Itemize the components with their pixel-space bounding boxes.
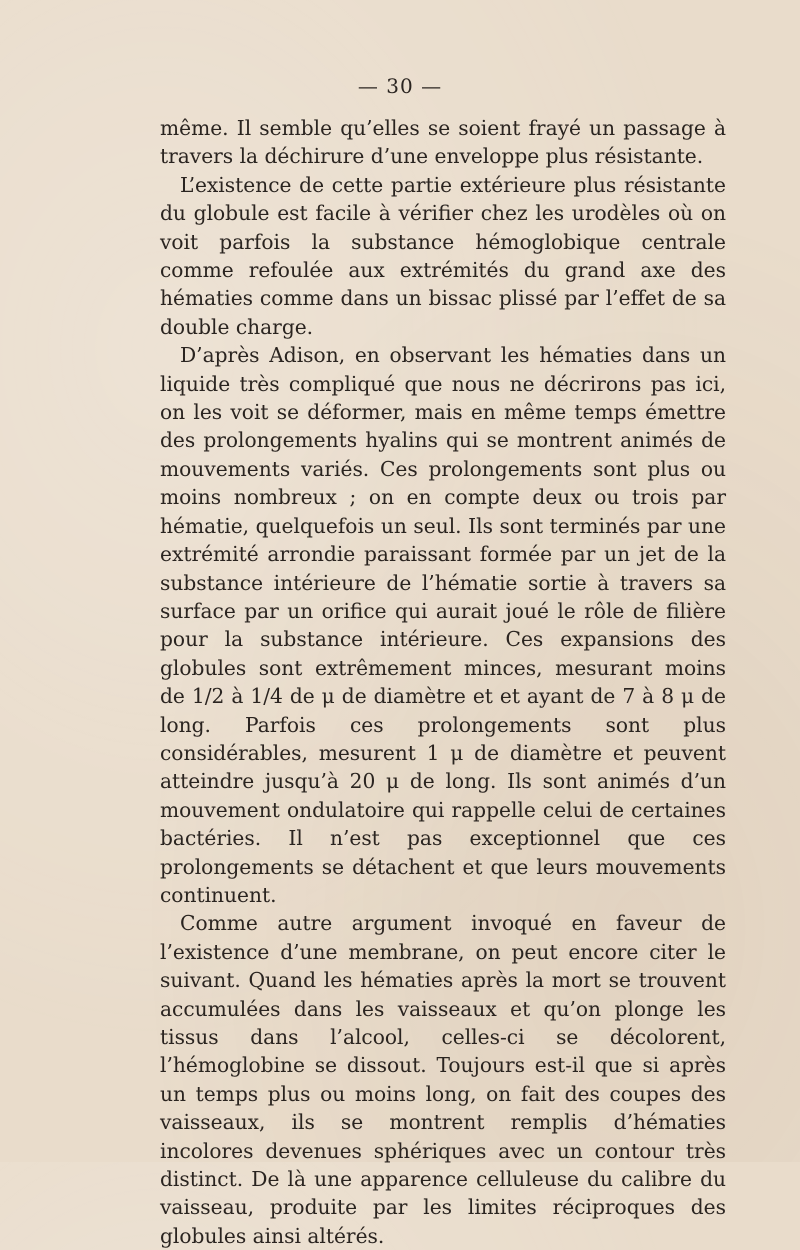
body-text	[160, 114, 726, 1250]
paragraph-1: même. Il semble qu’elles se soient frayé un passage à travers la déchirure d’une enveloppe plus résistante.	[160, 116, 726, 169]
paragraph-4: Comme autre argument invoqué en faveur de l’existence d’une membrane, on peut encore citer le suivant. Quand les hématies après la mort se trouvent accumulées dans les vaisseaux et qu’on plonge les tissus dans l’alcool, celles-ci se décolorent, l’hémoglobine se dissout. Toujours est-il que si après un temps plus ou moins long, on fait des coupes des vaisseaux, ils se montrent remplis d’hématies incolores devenues sphériques avec un contour très distinct. De là une apparence celluleuse du calibre du vaisseau, produite par les limites réciproques des globules ainsi altérés.	[160, 911, 726, 1248]
page-number: — 30 —	[357, 74, 443, 98]
paragraph-2: L’existence de cette partie extérieure plus résistante du globule est facile à vérifier chez les urodèles où on voit parfois la substance hémoglobique centrale comme refoulée aux extrémités du grand axe des hématies comme dans un bissac plissé par l’effet de sa double charge.	[160, 172, 726, 339]
paragraph-3: D’après Adison, en observant les hématies dans un liquide très compliqué que nous ne décrirons pas ici, on les voit se déformer, mais en même temps émettre des prolongements hyalins qui se montrent animés de mouvements variés. Ces prolongements sont plus ou moins nombreux ; on en compte deux ou trois par hématie, quelquefois un seul. Ils sont terminés par une extrémité arrondie paraissant formée par un jet de la substance intérieure de l’hématie sortie à travers sa surface par un orifice qui aurait joué le rôle de filière pour la substance intérieure. Ces expansions des globules sont extrêmement minces, mesurant moins de 1/2 à 1/4 de μ de diamètre et et ayant de 7 à 8 μ de long. Parfois ces prolongements sont plus considérables, mesurent 1 μ de diamètre et peuvent atteindre jusqu’à 20 μ de long. Ils sont animés d’un mouvement ondulatoire qui rappelle celui de certaines bactéries. Il n’est pas exceptionnel que ces prolongements se détachent et que leurs mouvements continuent.	[160, 343, 726, 907]
